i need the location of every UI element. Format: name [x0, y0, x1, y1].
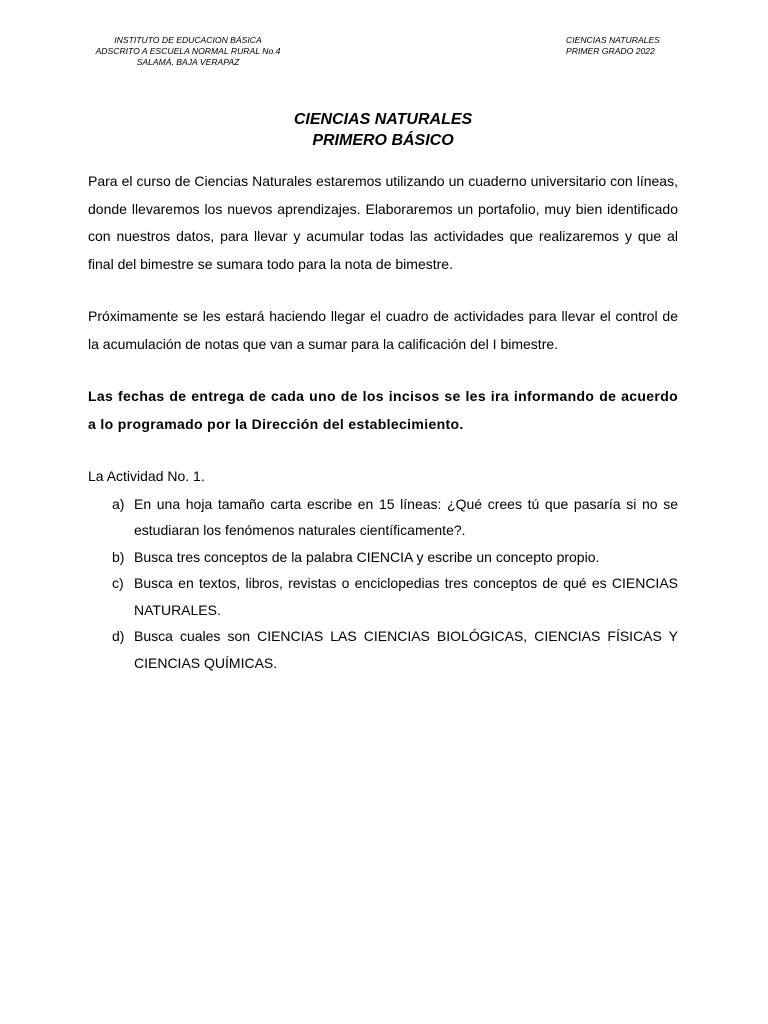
- list-marker: b): [112, 548, 125, 565]
- list-item-text: Busca cuales son CIENCIAS LAS CIENCIAS BIOLÓGICAS, CIENCIAS FÍSICAS Y CIENCIAS QUÍMICAS.: [134, 628, 678, 671]
- list-marker: d): [112, 628, 125, 644]
- header-affiliation: ADSCRITO A ESCUELA NORMAL RURAL No.4: [95, 46, 281, 56]
- page-title: [88, 109, 678, 151]
- header-grade-year: PRIMER GRADO 2022: [566, 46, 655, 56]
- header-institution: [88, 35, 288, 68]
- header-course-name: CIENCIAS NATURALES: [566, 35, 660, 45]
- list-item: [88, 544, 678, 571]
- list-item: [88, 623, 678, 676]
- header-location: SALAMÁ, BAJA VERAPAZ: [136, 57, 240, 67]
- deadline-paragraph: Las fechas de entrega de cada uno de los incisos se les ira informando de acuerdo a lo programado por la Dirección del establecimiento.: [88, 388, 678, 432]
- list-item-text: Busca en textos, libros, revistas o enciclopedias tres conceptos de qué es CIENCIAS NATURALES.: [134, 575, 678, 618]
- list-item: [88, 491, 678, 544]
- list-marker: c): [112, 575, 124, 591]
- notice-paragraph: Próximamente se les estará haciendo llegar el cuadro de actividades para llevar el control de la acumulación de notas que van a sumar para la calificación del I bimestre.: [88, 308, 678, 352]
- title-subject: CIENCIAS NATURALES: [293, 111, 473, 128]
- activity-list: [88, 491, 678, 677]
- list-item-text: Busca tres conceptos de la palabra CIENCIA y escribe un concepto propio.: [134, 548, 600, 565]
- list-item-text: En una hoja tamaño carta escribe en 15 líneas: ¿Qué crees tú que pasaría si no se estudiaran los fenómenos naturales científicamente?.: [134, 495, 678, 538]
- list-marker: a): [112, 495, 125, 512]
- document-body: [88, 168, 678, 676]
- intro-paragraph: Para el curso de Ciencias Naturales estaremos utilizando un cuaderno universitario con líneas, donde llevaremos los nuevos aprendizajes. Elaboraremos un portafolio, muy bien identificado con nuestros datos, para llevar y acumular todas las actividades que realizaremos y que al final del bimestre se sumara todo para la nota de bimestre.: [88, 173, 678, 272]
- list-item: [88, 570, 678, 623]
- activity-heading: La Actividad No. 1.: [88, 468, 205, 484]
- header-course: [566, 35, 691, 57]
- title-grade: PRIMERO BÁSICO: [312, 132, 454, 149]
- header-institution-name: INSTITUTO DE EDUCACION BÁSICA: [114, 35, 262, 45]
